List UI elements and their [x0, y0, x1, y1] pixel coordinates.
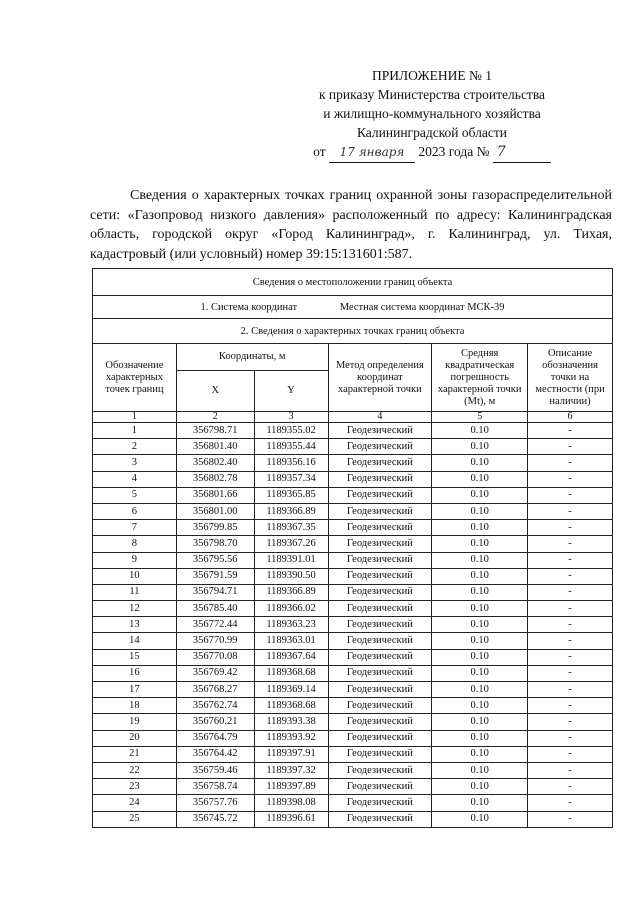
cell-x: 356769.42 [176, 665, 254, 681]
cell-method: Геодезический [328, 746, 432, 762]
cell-y: 1189398.08 [254, 795, 328, 811]
table-row [93, 746, 613, 762]
cell-description: - [528, 520, 613, 536]
coordinate-system-value: Местная система координат МСК-39 [339, 301, 505, 313]
cell-method: Геодезический [328, 520, 432, 536]
cell-point-id: 25 [93, 811, 177, 827]
cell-x: 356762.74 [176, 698, 254, 714]
cell-x: 356785.40 [176, 601, 254, 617]
cell-description: - [528, 568, 613, 584]
table-body [93, 423, 613, 828]
cell-description: - [528, 779, 613, 795]
table-row [93, 552, 613, 568]
table-row [93, 762, 613, 778]
table-row [93, 633, 613, 649]
cell-point-id: 16 [93, 665, 177, 681]
cell-description: - [528, 439, 613, 455]
cell-x: 356791.59 [176, 568, 254, 584]
column-number: 5 [432, 412, 528, 423]
cell-description: - [528, 536, 613, 552]
appendix-date-line [282, 142, 582, 163]
handwritten-number: 7 [493, 143, 551, 163]
cell-method: Геодезический [328, 665, 432, 681]
table-row [93, 682, 613, 698]
cell-y: 1189355.44 [254, 439, 328, 455]
cell-method: Геодезический [328, 633, 432, 649]
cell-error: 0.10 [432, 633, 528, 649]
cell-y: 1189367.26 [254, 536, 328, 552]
cell-point-id: 19 [93, 714, 177, 730]
appendix-header [282, 66, 582, 163]
cell-method: Геодезический [328, 568, 432, 584]
cell-x: 356798.70 [176, 536, 254, 552]
cell-description: - [528, 762, 613, 778]
cell-error: 0.10 [432, 665, 528, 681]
cell-x: 356795.56 [176, 552, 254, 568]
cell-point-id: 11 [93, 584, 177, 600]
cell-method: Геодезический [328, 439, 432, 455]
cell-method: Геодезический [328, 487, 432, 503]
table-row [93, 795, 613, 811]
cell-x: 356772.44 [176, 617, 254, 633]
cell-y: 1189355.02 [254, 423, 328, 439]
cell-error: 0.10 [432, 617, 528, 633]
coordinate-system-row [93, 296, 613, 319]
cell-description: - [528, 811, 613, 827]
cell-point-id: 14 [93, 633, 177, 649]
appendix-line-1: к приказу Министерства строительства [318, 87, 546, 102]
cell-error: 0.10 [432, 536, 528, 552]
cell-point-id: 21 [93, 746, 177, 762]
header-description: Описание обозначения точки на местности (при наличии) [528, 344, 613, 412]
cell-method: Геодезический [328, 714, 432, 730]
cell-y: 1189363.23 [254, 617, 328, 633]
appendix-line-2: и жилищно-коммунального хозяйства [323, 106, 541, 121]
boundary-points-table [92, 268, 613, 828]
cell-method: Геодезический [328, 698, 432, 714]
appendix-line-3: Калининградской области [356, 125, 508, 140]
coordinate-system-label: 1. Система координат [200, 301, 298, 313]
cell-point-id: 22 [93, 762, 177, 778]
cell-description: - [528, 649, 613, 665]
cell-description: - [528, 698, 613, 714]
cell-method: Геодезический [328, 455, 432, 471]
cell-y: 1189397.89 [254, 779, 328, 795]
table-row [93, 601, 613, 617]
cell-error: 0.10 [432, 698, 528, 714]
cell-method: Геодезический [328, 811, 432, 827]
section-title: 2. Сведения о характерных точках границ объекта [93, 319, 613, 344]
cell-method: Геодезический [328, 423, 432, 439]
cell-description: - [528, 795, 613, 811]
table-row [93, 568, 613, 584]
column-number: 4 [328, 412, 432, 423]
cell-description: - [528, 746, 613, 762]
cell-x: 356801.66 [176, 487, 254, 503]
cell-y: 1189397.32 [254, 762, 328, 778]
cell-y: 1189357.34 [254, 471, 328, 487]
cell-description: - [528, 455, 613, 471]
cell-point-id: 4 [93, 471, 177, 487]
cell-method: Геодезический [328, 730, 432, 746]
cell-x: 356798.71 [176, 423, 254, 439]
cell-x: 356758.74 [176, 779, 254, 795]
intro-paragraph [90, 186, 612, 264]
table-row [93, 779, 613, 795]
cell-description: - [528, 665, 613, 681]
header-x: X [176, 371, 254, 412]
cell-error: 0.10 [432, 730, 528, 746]
cell-point-id: 12 [93, 601, 177, 617]
date-prefix: от [313, 144, 326, 159]
table-row [93, 649, 613, 665]
cell-y: 1189367.64 [254, 649, 328, 665]
cell-method: Геодезический [328, 762, 432, 778]
cell-method: Геодезический [328, 601, 432, 617]
cell-method: Геодезический [328, 617, 432, 633]
cell-x: 356802.40 [176, 455, 254, 471]
cell-x: 356802.78 [176, 471, 254, 487]
cell-description: - [528, 552, 613, 568]
cell-y: 1189366.89 [254, 584, 328, 600]
cell-y: 1189366.02 [254, 601, 328, 617]
cell-x: 356760.21 [176, 714, 254, 730]
cell-y: 1189390.50 [254, 568, 328, 584]
column-numbers-row [93, 412, 613, 423]
cell-y: 1189369.14 [254, 682, 328, 698]
cell-point-id: 7 [93, 520, 177, 536]
table-row [93, 503, 613, 519]
cell-point-id: 2 [93, 439, 177, 455]
cell-x: 356801.40 [176, 439, 254, 455]
cell-error: 0.10 [432, 423, 528, 439]
header-designation: Обозначение характерных точек границ [93, 344, 177, 412]
cell-error: 0.10 [432, 487, 528, 503]
cell-description: - [528, 584, 613, 600]
cell-method: Геодезический [328, 471, 432, 487]
cell-error: 0.10 [432, 439, 528, 455]
cell-method: Геодезический [328, 682, 432, 698]
cell-point-id: 1 [93, 423, 177, 439]
cell-x: 356768.27 [176, 682, 254, 698]
table-row [93, 714, 613, 730]
table-row [93, 439, 613, 455]
cell-error: 0.10 [432, 455, 528, 471]
table-row [93, 584, 613, 600]
table-row [93, 698, 613, 714]
column-number: 6 [528, 412, 613, 423]
cell-point-id: 24 [93, 795, 177, 811]
cell-error: 0.10 [432, 471, 528, 487]
cell-point-id: 8 [93, 536, 177, 552]
cell-y: 1189396.61 [254, 811, 328, 827]
cell-error: 0.10 [432, 746, 528, 762]
cell-point-id: 5 [93, 487, 177, 503]
cell-description: - [528, 471, 613, 487]
cell-description: - [528, 730, 613, 746]
header-error: Средняя квадратическая погрешность характерной точки (Mt), м [432, 344, 528, 412]
cell-y: 1189368.68 [254, 698, 328, 714]
cell-point-id: 15 [93, 649, 177, 665]
cell-point-id: 10 [93, 568, 177, 584]
cell-method: Геодезический [328, 584, 432, 600]
cell-description: - [528, 503, 613, 519]
cell-description: - [528, 714, 613, 730]
cell-x: 356759.46 [176, 762, 254, 778]
cell-description: - [528, 601, 613, 617]
cell-error: 0.10 [432, 601, 528, 617]
cell-point-id: 23 [93, 779, 177, 795]
cell-method: Геодезический [328, 779, 432, 795]
cell-method: Геодезический [328, 795, 432, 811]
cell-description: - [528, 423, 613, 439]
appendix-title: ПРИЛОЖЕНИЕ № 1 [371, 68, 493, 83]
cell-x: 356770.99 [176, 633, 254, 649]
table-row [93, 471, 613, 487]
cell-x: 356764.42 [176, 746, 254, 762]
cell-error: 0.10 [432, 520, 528, 536]
cell-y: 1189356.16 [254, 455, 328, 471]
cell-error: 0.10 [432, 503, 528, 519]
cell-y: 1189393.38 [254, 714, 328, 730]
cell-error: 0.10 [432, 568, 528, 584]
cell-error: 0.10 [432, 795, 528, 811]
cell-x: 356794.71 [176, 584, 254, 600]
table-row [93, 665, 613, 681]
header-y: Y [254, 371, 328, 412]
cell-error: 0.10 [432, 584, 528, 600]
cell-point-id: 20 [93, 730, 177, 746]
cell-y: 1189363.01 [254, 633, 328, 649]
cell-error: 0.10 [432, 811, 528, 827]
cell-method: Геодезический [328, 552, 432, 568]
handwritten-date: 17 января [329, 143, 415, 163]
table-row [93, 455, 613, 471]
header-coordinates: Координаты, м [176, 344, 328, 371]
cell-description: - [528, 617, 613, 633]
cell-error: 0.10 [432, 714, 528, 730]
cell-error: 0.10 [432, 779, 528, 795]
cell-y: 1189365.85 [254, 487, 328, 503]
table-row [93, 520, 613, 536]
cell-error: 0.10 [432, 649, 528, 665]
table-row [93, 730, 613, 746]
cell-x: 356770.08 [176, 649, 254, 665]
cell-point-id: 17 [93, 682, 177, 698]
table-row [93, 811, 613, 827]
cell-description: - [528, 682, 613, 698]
cell-point-id: 13 [93, 617, 177, 633]
cell-method: Геодезический [328, 649, 432, 665]
cell-point-id: 3 [93, 455, 177, 471]
cell-y: 1189393.92 [254, 730, 328, 746]
intro-text: Сведения о характерных точках границ охранной зоны газораспределительной сети: «Газопровод низкого давления» расположенный по адресу: Калининградская область, городской округ «Город Калининград», г. Калининград, ул. Тихая, кадастровый (или условный) номер 39:15:131601:587. [90, 188, 612, 262]
cell-error: 0.10 [432, 552, 528, 568]
cell-description: - [528, 633, 613, 649]
cell-x: 356745.72 [176, 811, 254, 827]
table-title: Сведения о местоположении границ объекта [93, 269, 613, 296]
cell-x: 356757.76 [176, 795, 254, 811]
column-number: 2 [176, 412, 254, 423]
year-text: 2023 года № [418, 144, 490, 159]
cell-error: 0.10 [432, 682, 528, 698]
table-row [93, 617, 613, 633]
cell-y: 1189368.68 [254, 665, 328, 681]
cell-method: Геодезический [328, 536, 432, 552]
cell-x: 356799.85 [176, 520, 254, 536]
cell-y: 1189366.89 [254, 503, 328, 519]
column-number: 1 [93, 412, 177, 423]
cell-point-id: 6 [93, 503, 177, 519]
cell-point-id: 18 [93, 698, 177, 714]
header-method: Метод определения координат характерной точки [328, 344, 432, 412]
cell-x: 356764.79 [176, 730, 254, 746]
cell-x: 356801.00 [176, 503, 254, 519]
cell-y: 1189367.35 [254, 520, 328, 536]
table-row [93, 487, 613, 503]
cell-y: 1189397.91 [254, 746, 328, 762]
table-row [93, 536, 613, 552]
column-number: 3 [254, 412, 328, 423]
cell-error: 0.10 [432, 762, 528, 778]
cell-point-id: 9 [93, 552, 177, 568]
table-row [93, 423, 613, 439]
cell-y: 1189391.01 [254, 552, 328, 568]
cell-method: Геодезический [328, 503, 432, 519]
cell-description: - [528, 487, 613, 503]
